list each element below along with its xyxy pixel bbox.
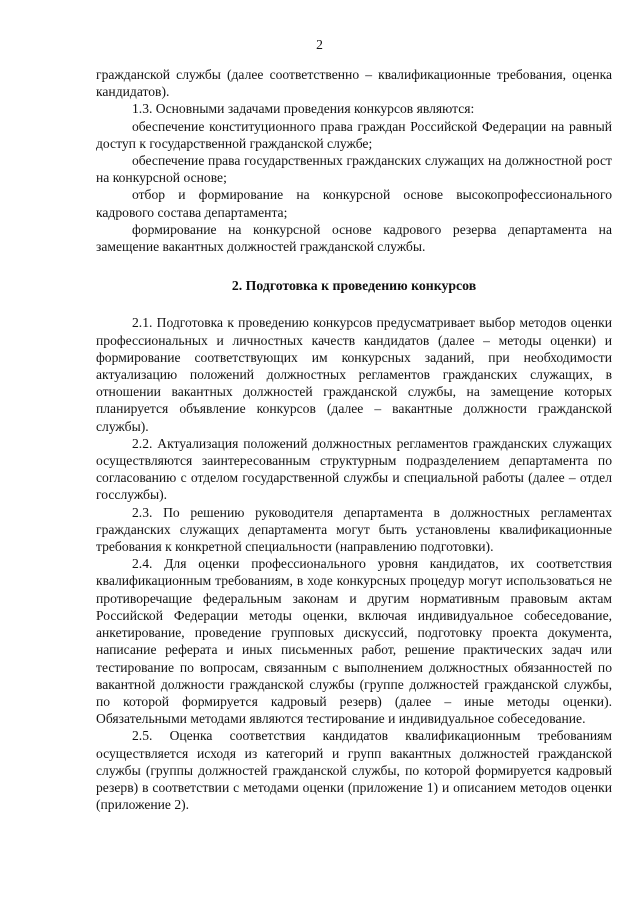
paragraph-task-3: отбор и формирование на конкурсной основе высокопрофессионального кадрового состава департамента; (96, 187, 612, 220)
paragraph-2-2: 2.2. Актуализация положений должностных регламентов гражданских служащих осуществляются заинтересованным структурным подразделением департамента по согласованию с отделом государственной службы и специальной работы (далее – отдел госслужбы). (96, 435, 612, 503)
paragraph-continuation: гражданской службы (далее соответственно – квалификационные требования, оценка кандидатов). (96, 67, 612, 100)
page-number: 2 (316, 37, 323, 52)
paragraph-task-4: формирование на конкурсной основе кадрового резерва департамента на замещение вакантных должностей гражданской службы. (96, 221, 612, 255)
paragraph-2-4: 2.4. Для оценки профессионального уровня кандидатов, их соответствия квалификационным требованиям, в ходе конкурсных процедур могут использоваться не противоречащие федеральным законам и другим нормативным правовым актам Российской Федерации методы оценки, включая индивидуальное собеседование, анкетирование, проведение групповых дискуссий, подготовку проекта документа, написание реферата и иных письменных работ, решение практических задач или тестирование по вопросам, связанным с выполнением должностных обязанностей по вакантной должности гражданской службы (группе должностей гражданской службы, по которой формируется кадровый резерв) (далее – иные методы оценки). Обязательными методами являются тестирование и индивидуальное собеседование. (96, 556, 612, 727)
paragraph-task-2: обеспечение права государственных гражданских служащих на должностной рост на конкурсной основе; (96, 153, 612, 186)
document-body (96, 66, 612, 813)
paragraph-2-1: 2.1. Подготовка к проведению конкурсов предусматривает выбор методов оценки профессиональных и личностных качеств кандидатов (далее – методы оценки) и формирование соответствующих им конкурсных заданий, при необходимости актуализацию положений должностных регламентов гражданских служащих, в отношении вакантных должностей гражданской службы, на замещение которых планируется объявление конкурсов (далее – вакантные должности гражданской службы). (96, 315, 612, 434)
section-heading: 2. Подготовка к проведению конкурсов (231, 278, 477, 294)
paragraph-2-5: 2.5. Оценка соответствия кандидатов квалификационным требованиям осуществляется исходя из категорий и групп вакантных должностей гражданской службы (группы должностей гражданской службы, по которой формируется кадровый резерв) в соответствии с методами оценки (приложение 1) и описанием методов оценки (приложение 2). (96, 728, 612, 813)
paragraph-2-3: 2.3. По решению руководителя департамента в должностных регламентах гражданских служащих департамента могут быть установлены квалификационные требования к конкретной специальности (направлению подготовки). (96, 504, 612, 555)
paragraph-task-1: обеспечение конституционного права граждан Российской Федерации на равный доступ к государственной гражданской службе; (96, 118, 612, 151)
paragraph-1-3: 1.3. Основными задачами проведения конкурсов являются: (132, 101, 475, 117)
